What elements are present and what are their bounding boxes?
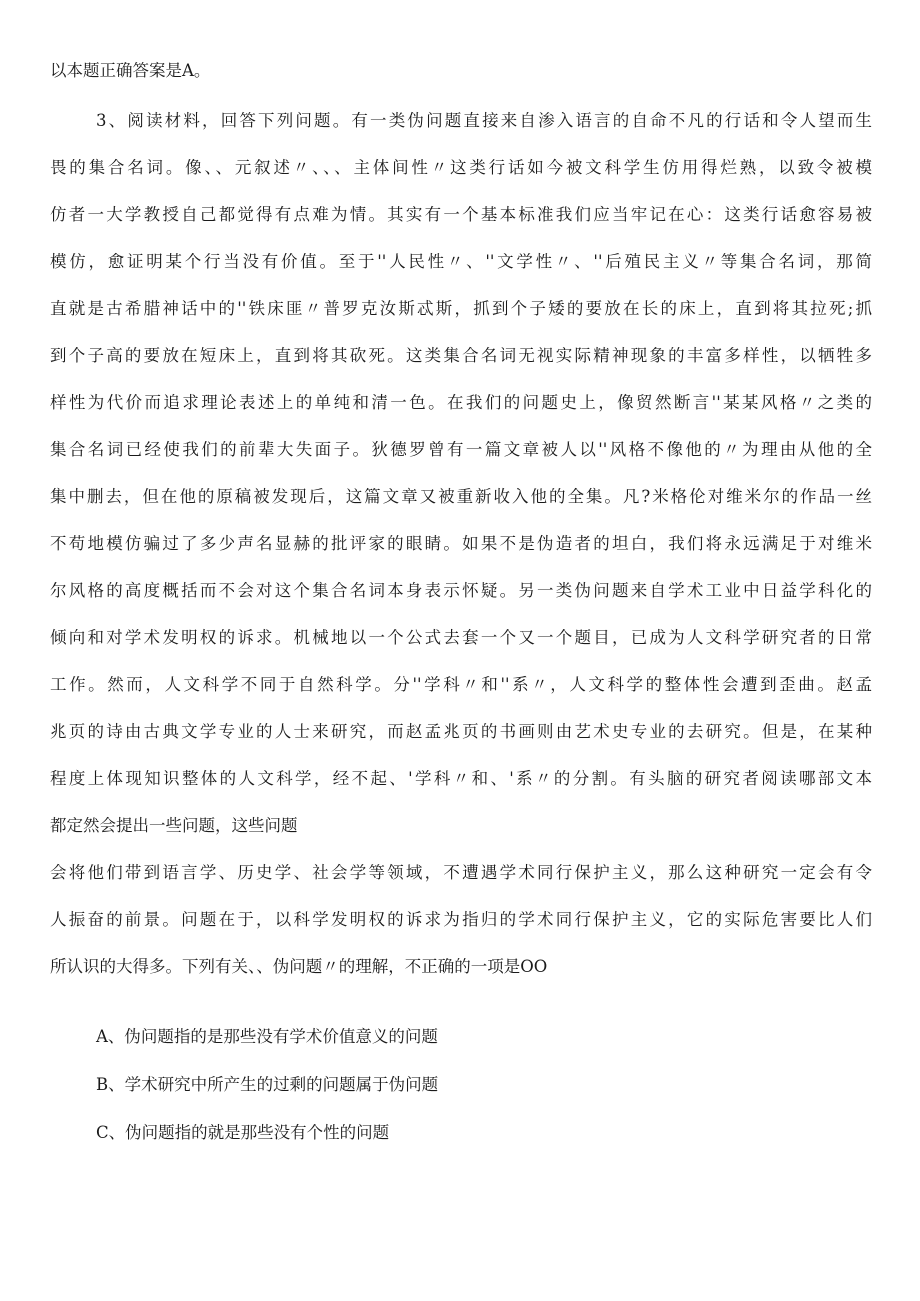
passage-line: 人振奋的前景。问题在于，以科学发明权的诉求为指归的学术同行保护主义，它的实际危害要比人们 [50, 910, 872, 929]
passage-line: 到个子高的要放在短床上，直到将其砍死。这类集合名词无视实际精神现象的丰富多样性，以牺牲多 [50, 346, 872, 365]
passage-line: 工作。然而，人文科学不同于自然科学。分''学科〃和''系〃，人文科学的整体性会遭到歪曲。赵孟 [50, 675, 872, 694]
option-c: C、伪问题指的就是那些没有个性的问题 [96, 1123, 390, 1142]
passage-line: 仿者一大学教授自己都觉得有点难为情。其实有一个基本标准我们应当牢记在心：这类行话愈容易被 [50, 205, 872, 224]
passage-line: 兆页的诗由古典文学专业的人士来研究，而赵孟兆页的书画则由艺术史专业的去研究。但是，在某种 [50, 722, 872, 741]
passage-line: 不苟地模仿骗过了多少声名显赫的批评家的眼睛。如果不是伪造者的坦白，我们将永远满足于对维米 [50, 534, 872, 553]
passage-line: 会将他们带到语言学、历史学、社会学等领域，不遭遇学术同行保护主义，那么这种研究一定会有令 [50, 863, 872, 882]
passage-line: 程度上体现知识整体的人文科学，经不起、'学科〃和、'系〃的分割。有头脑的研究者阅读哪部文本 [50, 769, 872, 788]
passage-line: 集中删去，但在他的原稿被发现后，这篇文章又被重新收入他的全集。凡?米格伦对维米尔的作品一丝 [50, 487, 872, 506]
passage-line: 集合名词已经使我们的前辈大失面子。狄德罗曾有一篇文章被人以''风格不像他的〃为理由从他的全 [50, 440, 872, 459]
passage-line: 尔风格的高度概括而不会对这个集合名词本身表示怀疑。另一类伪问题来自学术工业中日益学科化的 [50, 581, 872, 600]
passage-line: 倾向和对学术发明权的诉求。机械地以一个公式去套一个又一个题目，已成为人文科学研究者的日常 [50, 628, 872, 647]
passage-line: 模仿，愈证明某个行当没有价值。至于''人民性〃、''文学性〃、''后殖民主义〃等集合名词，那简 [50, 252, 872, 271]
option-a: A、伪问题指的是那些没有学术价值意义的问题 [96, 1027, 438, 1046]
passage-line: 直就是古希腊神话中的''铁床匪〃普罗克汝斯忒斯，抓到个子矮的要放在长的床上，直到将其拉死;抓 [50, 299, 872, 318]
answer-conclusion-line: 以本题正确答案是A。 [50, 61, 211, 80]
passage-line: 畏的集合名词。像、、元叙述〃、、、主体间性〃这类行话如今被文科学生仿用得烂熟，以致令被模 [50, 158, 872, 177]
passage-line: 样性为代价而追求理论表述上的单纯和清一色。在我们的问题史上，像贸然断言''某某风格〃之类的 [50, 393, 872, 412]
passage-line: 都定然会提出一些问题，这些问题 [50, 816, 298, 835]
passage-line: 3、阅读材料，回答下列问题。有一类伪问题直接来自渗入语言的自命不凡的行话和令人望而生 [96, 111, 872, 130]
option-b: B、学术研究中所产生的过剩的问题属于伪问题 [96, 1075, 439, 1094]
question-prompt-line: 所认识的大得多。下列有关、、伪问题〃的理解，不正确的一项是OO [50, 957, 548, 976]
